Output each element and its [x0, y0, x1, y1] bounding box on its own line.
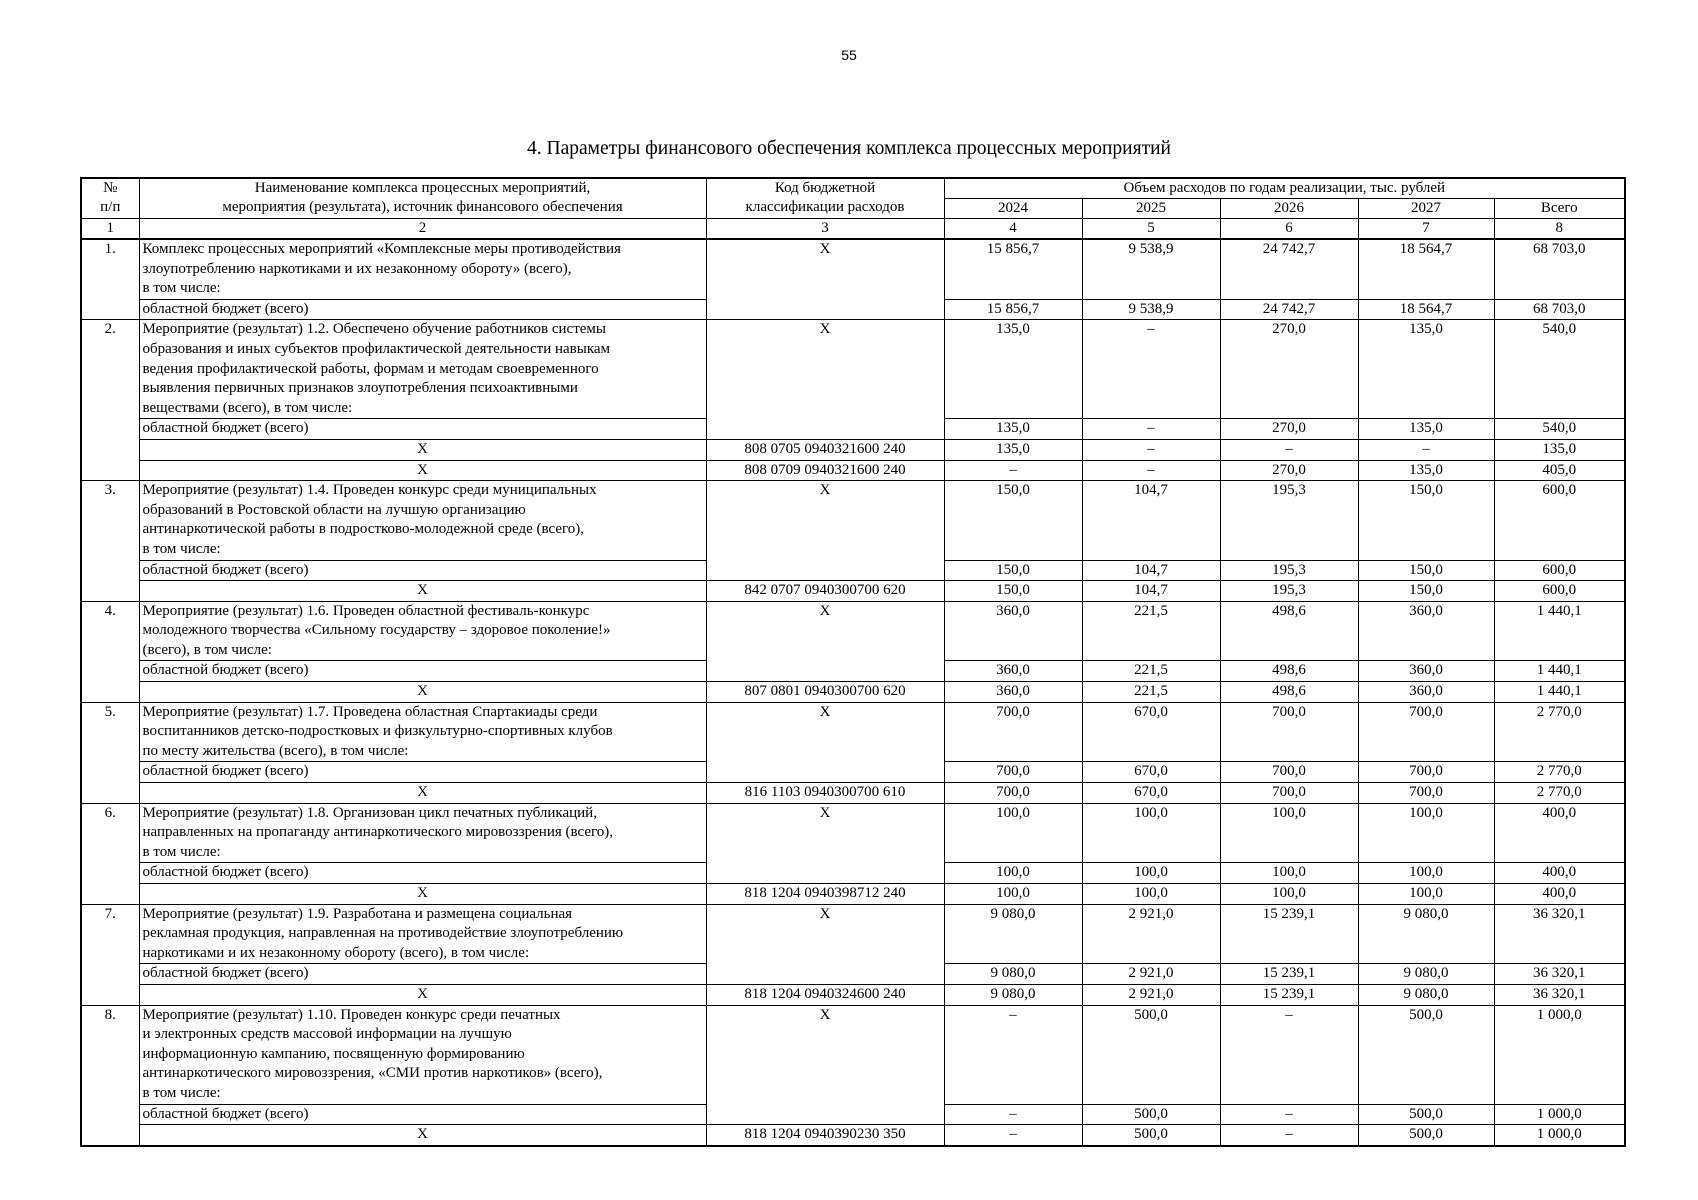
subrow-value: 600,0 [1494, 581, 1625, 602]
table-row [81, 904, 1625, 964]
subrow-code: 808 0709 0940321600 240 [706, 460, 944, 481]
table-subrow [81, 884, 1625, 905]
row-value: 360,0 [944, 601, 1082, 661]
row-value: 700,0 [1358, 702, 1494, 762]
table-subrow [81, 682, 1625, 703]
subrow-value: 150,0 [944, 581, 1082, 602]
subrow-value: 1 000,0 [1494, 1104, 1625, 1125]
row-code: X [706, 702, 944, 782]
header-number: № п/п [81, 178, 139, 219]
subrow-value: 135,0 [944, 419, 1082, 440]
row-value: 100,0 [1082, 803, 1220, 863]
subrow-value: 700,0 [1358, 762, 1494, 783]
subrow-value: 221,5 [1082, 682, 1220, 703]
subrow-value: 9 080,0 [1358, 964, 1494, 985]
table-subrow [81, 984, 1625, 1005]
subrow-value: 100,0 [1082, 863, 1220, 884]
table-header [81, 178, 1625, 239]
column-number: 2 [139, 219, 706, 240]
row-code: X [706, 1005, 944, 1125]
subrow-value: 195,3 [1220, 560, 1358, 581]
subrow-value: 2 921,0 [1082, 964, 1220, 985]
header-year-2027: 2027 [1358, 199, 1494, 219]
table-row [81, 803, 1625, 863]
subrow-value: 24 742,7 [1220, 299, 1358, 320]
row-value: – [944, 1005, 1082, 1104]
row-number: 7. [81, 904, 139, 1005]
subrow-value: – [1082, 439, 1220, 460]
row-name: Мероприятие (результат) 1.8. Организован цикл печатных публикаций, направленных на пропаганду антинаркотического мировоззрения (всего), в том числе: [139, 803, 706, 863]
row-value: 9 080,0 [944, 904, 1082, 964]
subrow-value: 150,0 [944, 560, 1082, 581]
subrow-value: 15 239,1 [1220, 964, 1358, 985]
row-value: 221,5 [1082, 601, 1220, 661]
row-value: 1 440,1 [1494, 601, 1625, 661]
row-value: 670,0 [1082, 702, 1220, 762]
header-volume: Объем расходов по годам реализации, тыс. рублей [944, 178, 1625, 199]
header-year-2024: 2024 [944, 199, 1082, 219]
subrow-value: 270,0 [1220, 460, 1358, 481]
subrow-value: 498,6 [1220, 661, 1358, 682]
subrow-value: 36 320,1 [1494, 984, 1625, 1005]
subrow-value: 2 921,0 [1082, 984, 1220, 1005]
subrow-value: 360,0 [1358, 682, 1494, 703]
subrow-value: 670,0 [1082, 783, 1220, 804]
subrow-value: 18 564,7 [1358, 299, 1494, 320]
subrow-value: 700,0 [1358, 783, 1494, 804]
subrow-value: 1 440,1 [1494, 661, 1625, 682]
subrow-value: 100,0 [944, 863, 1082, 884]
row-value: 700,0 [1220, 702, 1358, 762]
subrow-name: X [139, 439, 706, 460]
subrow-value: – [944, 460, 1082, 481]
subrow-code: 818 1204 0940324600 240 [706, 984, 944, 1005]
row-value: 100,0 [1358, 803, 1494, 863]
subrow-name: X [139, 682, 706, 703]
subrow-value: – [1220, 439, 1358, 460]
subrow-value: – [1358, 439, 1494, 460]
subrow-name: X [139, 1125, 706, 1146]
row-code: X [706, 481, 944, 581]
subrow-value: 9 080,0 [1358, 984, 1494, 1005]
subrow-value: 36 320,1 [1494, 964, 1625, 985]
row-name: Мероприятие (результат) 1.2. Обеспечено обучение работников системы образования и иных субъектов профилактической деятельности навыкам ведения профилактической работы, формам и методам своевременного выявления первичных признаков злоупотребления психоактивными веществами (всего), в том числе: [139, 320, 706, 419]
header-year-2025: 2025 [1082, 199, 1220, 219]
subrow-value: 195,3 [1220, 581, 1358, 602]
subrow-value: – [944, 1125, 1082, 1146]
subrow-value: 670,0 [1082, 762, 1220, 783]
row-value: 15 856,7 [944, 239, 1082, 299]
header-total: Всего [1494, 199, 1625, 219]
row-number: 4. [81, 601, 139, 702]
subrow-value: 104,7 [1082, 560, 1220, 581]
subrow-name: областной бюджет (всего) [139, 661, 706, 682]
subrow-value: 400,0 [1494, 863, 1625, 884]
header-code: Код бюджетной классификации расходов [706, 178, 944, 219]
row-value: 700,0 [944, 702, 1082, 762]
row-value: 150,0 [1358, 481, 1494, 560]
subrow-value: 9 080,0 [944, 984, 1082, 1005]
row-number: 2. [81, 320, 139, 481]
table-row [81, 481, 1625, 560]
row-name: Мероприятие (результат) 1.7. Проведена областная Спартакиады среди воспитанников детско-подростковых и физкультурно-спортивных клубов по месту жительства (всего), в том числе: [139, 702, 706, 762]
subrow-value: 500,0 [1358, 1125, 1494, 1146]
subrow-code: 807 0801 0940300700 620 [706, 682, 944, 703]
subrow-value: 700,0 [1220, 783, 1358, 804]
subrow-value: 135,0 [1358, 419, 1494, 440]
document-title: 4. Параметры финансового обеспечения комплекса процессных мероприятий [527, 138, 1171, 159]
table-row [81, 702, 1625, 762]
row-code: X [706, 803, 944, 883]
row-value: 135,0 [944, 320, 1082, 419]
subrow-value: 68 703,0 [1494, 299, 1625, 320]
header-year-2026: 2026 [1220, 199, 1358, 219]
subrow-value: 150,0 [1358, 560, 1494, 581]
row-value: 18 564,7 [1358, 239, 1494, 299]
subrow-value: 135,0 [944, 439, 1082, 460]
subrow-value: 221,5 [1082, 661, 1220, 682]
subrow-value: 150,0 [1358, 581, 1494, 602]
row-value: 540,0 [1494, 320, 1625, 419]
row-value: 36 320,1 [1494, 904, 1625, 964]
row-value: – [1220, 1005, 1358, 1104]
subrow-value: 2 770,0 [1494, 783, 1625, 804]
subrow-name: X [139, 783, 706, 804]
row-value: 270,0 [1220, 320, 1358, 419]
subrow-value: 2 770,0 [1494, 762, 1625, 783]
row-number: 6. [81, 803, 139, 904]
subrow-value: 135,0 [1358, 460, 1494, 481]
subrow-value: 500,0 [1082, 1125, 1220, 1146]
row-value: 400,0 [1494, 803, 1625, 863]
subrow-value: 135,0 [1494, 439, 1625, 460]
subrow-value: 100,0 [1220, 863, 1358, 884]
column-number: 6 [1220, 219, 1358, 240]
subrow-value: 100,0 [1220, 884, 1358, 905]
subrow-name: областной бюджет (всего) [139, 560, 706, 581]
table-subrow [81, 581, 1625, 602]
row-value: 100,0 [1220, 803, 1358, 863]
subrow-value: 700,0 [1220, 762, 1358, 783]
subrow-value: 360,0 [944, 682, 1082, 703]
row-value: 498,6 [1220, 601, 1358, 661]
row-number: 8. [81, 1005, 139, 1146]
column-numbers-row [81, 219, 1625, 240]
subrow-value: 9 538,9 [1082, 299, 1220, 320]
row-value: 600,0 [1494, 481, 1625, 560]
subrow-value: 1 440,1 [1494, 682, 1625, 703]
subrow-value: 360,0 [944, 661, 1082, 682]
subrow-value: 15 239,1 [1220, 984, 1358, 1005]
subrow-name: областной бюджет (всего) [139, 1104, 706, 1125]
subrow-name: областной бюджет (всего) [139, 964, 706, 985]
row-name: Комплекс процессных мероприятий «Комплексные меры противодействия злоупотреблению наркотиками и их незаконному обороту» (всего), в том числе: [139, 239, 706, 299]
table-row [81, 239, 1625, 299]
subrow-value: 100,0 [1358, 884, 1494, 905]
row-value: 9 080,0 [1358, 904, 1494, 964]
subrow-value: 270,0 [1220, 419, 1358, 440]
subrow-value: 360,0 [1358, 661, 1494, 682]
row-value: 360,0 [1358, 601, 1494, 661]
subrow-value: 405,0 [1494, 460, 1625, 481]
column-number: 8 [1494, 219, 1625, 240]
table-subrow [81, 783, 1625, 804]
subrow-value: 15 856,7 [944, 299, 1082, 320]
row-value: 2 770,0 [1494, 702, 1625, 762]
subrow-code: 842 0707 0940300700 620 [706, 581, 944, 602]
row-name: Мероприятие (результат) 1.10. Проведен конкурс среди печатных и электронных средств массовой информации на лучшую информационную кампанию, посвященную формированию антинаркотического мировоззрения, «СМИ против наркотиков» (всего), в том числе: [139, 1005, 706, 1104]
row-value: 150,0 [944, 481, 1082, 560]
subrow-value: 500,0 [1358, 1104, 1494, 1125]
row-value: 500,0 [1358, 1005, 1494, 1104]
row-name: Мероприятие (результат) 1.4. Проведен конкурс среди муниципальных образований в Ростовской области на лучшую организацию антинаркотической работы в подростково-молодежной среде (всего), в том числе: [139, 481, 706, 560]
table-row [81, 1005, 1625, 1104]
subrow-name: областной бюджет (всего) [139, 419, 706, 440]
column-number: 1 [81, 219, 139, 240]
row-value: 195,3 [1220, 481, 1358, 560]
row-name: Мероприятие (результат) 1.9. Разработана и размещена социальная рекламная продукция, направленная на противодействие злоупотреблению наркотиками и их незаконному обороту (всего), в том числе: [139, 904, 706, 964]
subrow-code: 818 1204 0940390230 350 [706, 1125, 944, 1146]
row-code: X [706, 239, 944, 320]
subrow-value: 100,0 [1358, 863, 1494, 884]
subrow-name: областной бюджет (всего) [139, 863, 706, 884]
row-value: 104,7 [1082, 481, 1220, 560]
row-number: 5. [81, 702, 139, 803]
column-number: 7 [1358, 219, 1494, 240]
subrow-name: X [139, 581, 706, 602]
table-row [81, 601, 1625, 661]
row-value: 135,0 [1358, 320, 1494, 419]
row-number: 3. [81, 481, 139, 602]
table-subrow [81, 439, 1625, 460]
column-number: 4 [944, 219, 1082, 240]
row-code: X [706, 601, 944, 681]
subrow-name: X [139, 884, 706, 905]
subrow-value: 104,7 [1082, 581, 1220, 602]
subrow-name: X [139, 460, 706, 481]
row-value: 100,0 [944, 803, 1082, 863]
column-number: 5 [1082, 219, 1220, 240]
row-value: 1 000,0 [1494, 1005, 1625, 1104]
table-body [81, 239, 1625, 1146]
subrow-value: 700,0 [944, 783, 1082, 804]
subrow-code: 808 0705 0940321600 240 [706, 439, 944, 460]
subrow-value: – [1220, 1125, 1358, 1146]
header-name: Наименование комплекса процессных мероприятий, мероприятия (результата), источник финансового обеспечения [139, 178, 706, 219]
page-number: 55 [841, 47, 857, 63]
subrow-name: областной бюджет (всего) [139, 299, 706, 320]
subrow-value: 600,0 [1494, 560, 1625, 581]
column-number: 3 [706, 219, 944, 240]
subrow-value: 100,0 [1082, 884, 1220, 905]
subrow-value: – [944, 1104, 1082, 1125]
row-code: X [706, 904, 944, 984]
subrow-value: 540,0 [1494, 419, 1625, 440]
subrow-value: 9 080,0 [944, 964, 1082, 985]
table-subrow [81, 460, 1625, 481]
subrow-value: 400,0 [1494, 884, 1625, 905]
table-row [81, 320, 1625, 419]
subrow-value: 700,0 [944, 762, 1082, 783]
row-name: Мероприятие (результат) 1.6. Проведен областной фестиваль-конкурс молодежного творчества «Сильному государству – здоровое поколение!» (всего), в том числе: [139, 601, 706, 661]
subrow-value: – [1220, 1104, 1358, 1125]
financial-table [80, 177, 1626, 1147]
subrow-value: 498,6 [1220, 682, 1358, 703]
subrow-code: 818 1204 0940398712 240 [706, 884, 944, 905]
subrow-value: 100,0 [944, 884, 1082, 905]
subrow-value: 1 000,0 [1494, 1125, 1625, 1146]
row-number: 1. [81, 239, 139, 320]
row-code: X [706, 320, 944, 440]
table-subrow [81, 1125, 1625, 1146]
row-value: 2 921,0 [1082, 904, 1220, 964]
subrow-code: 816 1103 0940300700 610 [706, 783, 944, 804]
row-value: 15 239,1 [1220, 904, 1358, 964]
subrow-name: X [139, 984, 706, 1005]
row-value: 24 742,7 [1220, 239, 1358, 299]
row-value: 9 538,9 [1082, 239, 1220, 299]
subrow-name: областной бюджет (всего) [139, 762, 706, 783]
row-value: – [1082, 320, 1220, 419]
row-value: 500,0 [1082, 1005, 1220, 1104]
subrow-value: 500,0 [1082, 1104, 1220, 1125]
subrow-value: – [1082, 460, 1220, 481]
row-value: 68 703,0 [1494, 239, 1625, 299]
subrow-value: – [1082, 419, 1220, 440]
